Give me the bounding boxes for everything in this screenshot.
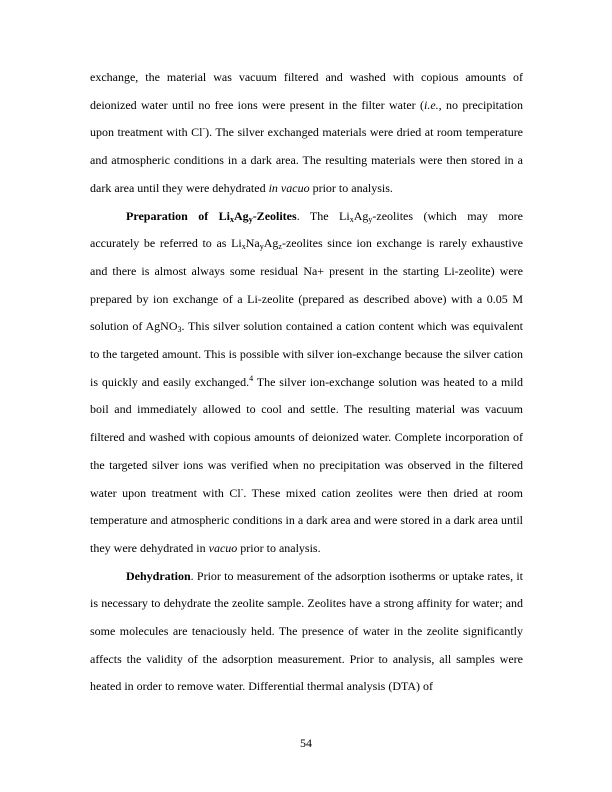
text: . These mixed cation zeolites were then dried at room temperature and atmospheric conditions in a dark area and were stored in a dark area until they were dehydrated in [90,485,523,555]
section-heading-dehydration: Dehydration [126,568,191,583]
section-heading-preparation [126,209,297,223]
subscript: y [248,214,253,224]
subscript: x [349,214,354,224]
page-number: 54 [300,736,312,750]
heading-text: Preparation of Li [126,208,231,223]
heading-period: . [190,568,194,583]
text: . This silver solution contained a cation content which was equivalent to the targeted amount. This is possible with silver ion-exchange because the silver cation is quickly and easily exchanged. [90,319,523,389]
text: , no precipitation upon treatment with Cl [90,97,523,140]
subscript: 3 [177,325,182,335]
subscript: y [368,214,373,224]
text: The silver ion-exchange solution was heated to a mild boil and immediately allowed to cool and settle. The resulting material was vacuum filtered and washed with copious amounts of deionized water. Complete incorporation of the targeted silver ions was verified when no precipitation was observed in the filtered water upon treatment with Cl [90,374,523,500]
heading-text: -Zeolites [252,208,297,223]
subscript: x [230,214,235,224]
paragraph-preparation [90,203,523,563]
page-body [90,64,523,701]
italic-text: vacuo [208,540,238,555]
italic-text: i.e. [423,97,439,112]
text: exchange, the material was vacuum filtered and washed with copious amounts of deionized water until no free ions were present in the filter water ( [90,70,523,112]
text: -zeolites since ion exchange is rarely exhaustive and there is almost always some residual Na+ present in the starting Li-zeolite) were prepared by ion exchange of a Li-zeolite (prepared as described above) with a 0.05 M solution of AgNO [90,236,523,334]
text: Ag [353,208,369,223]
heading-text: Ag [234,208,249,223]
italic-text: in vacuo [268,180,310,195]
subscript: z [278,242,282,252]
heading-period: . [296,208,300,223]
paragraph-dehydration [90,563,523,702]
text: Prior to measurement of the adsorption isotherms or uptake rates, it is necessary to dehydrate the zeolite sample. Zeolites have a strong affinity for water; and some molecules are tenaciously held. The presence of water in the zeolite significantly affects the validity of the adsorption measurement. Prior to analysis, all samples were heated in order to remove water. Differential thermal analysis (DTA) of [90,568,523,694]
text: prior to analysis. [309,180,393,195]
superscript: - [202,124,206,134]
paragraph-ion-exchange-end [90,64,523,203]
text: prior to analysis. [237,540,321,555]
subscript: y [259,242,264,252]
text: Na [245,236,260,251]
superscript: - [240,484,244,494]
subscript: x [241,242,246,252]
reference-marker: 4 [249,373,254,383]
text: Ag [263,236,279,251]
text: The Li [299,208,350,223]
text: -zeolites (which may more accurately be referred to as Li [90,208,524,251]
text: ). The silver exchanged materials were dried at room temperature and atmospheric conditions in a dark area. The resulting materials were then stored in a dark area until they were dehydrated [90,125,524,195]
